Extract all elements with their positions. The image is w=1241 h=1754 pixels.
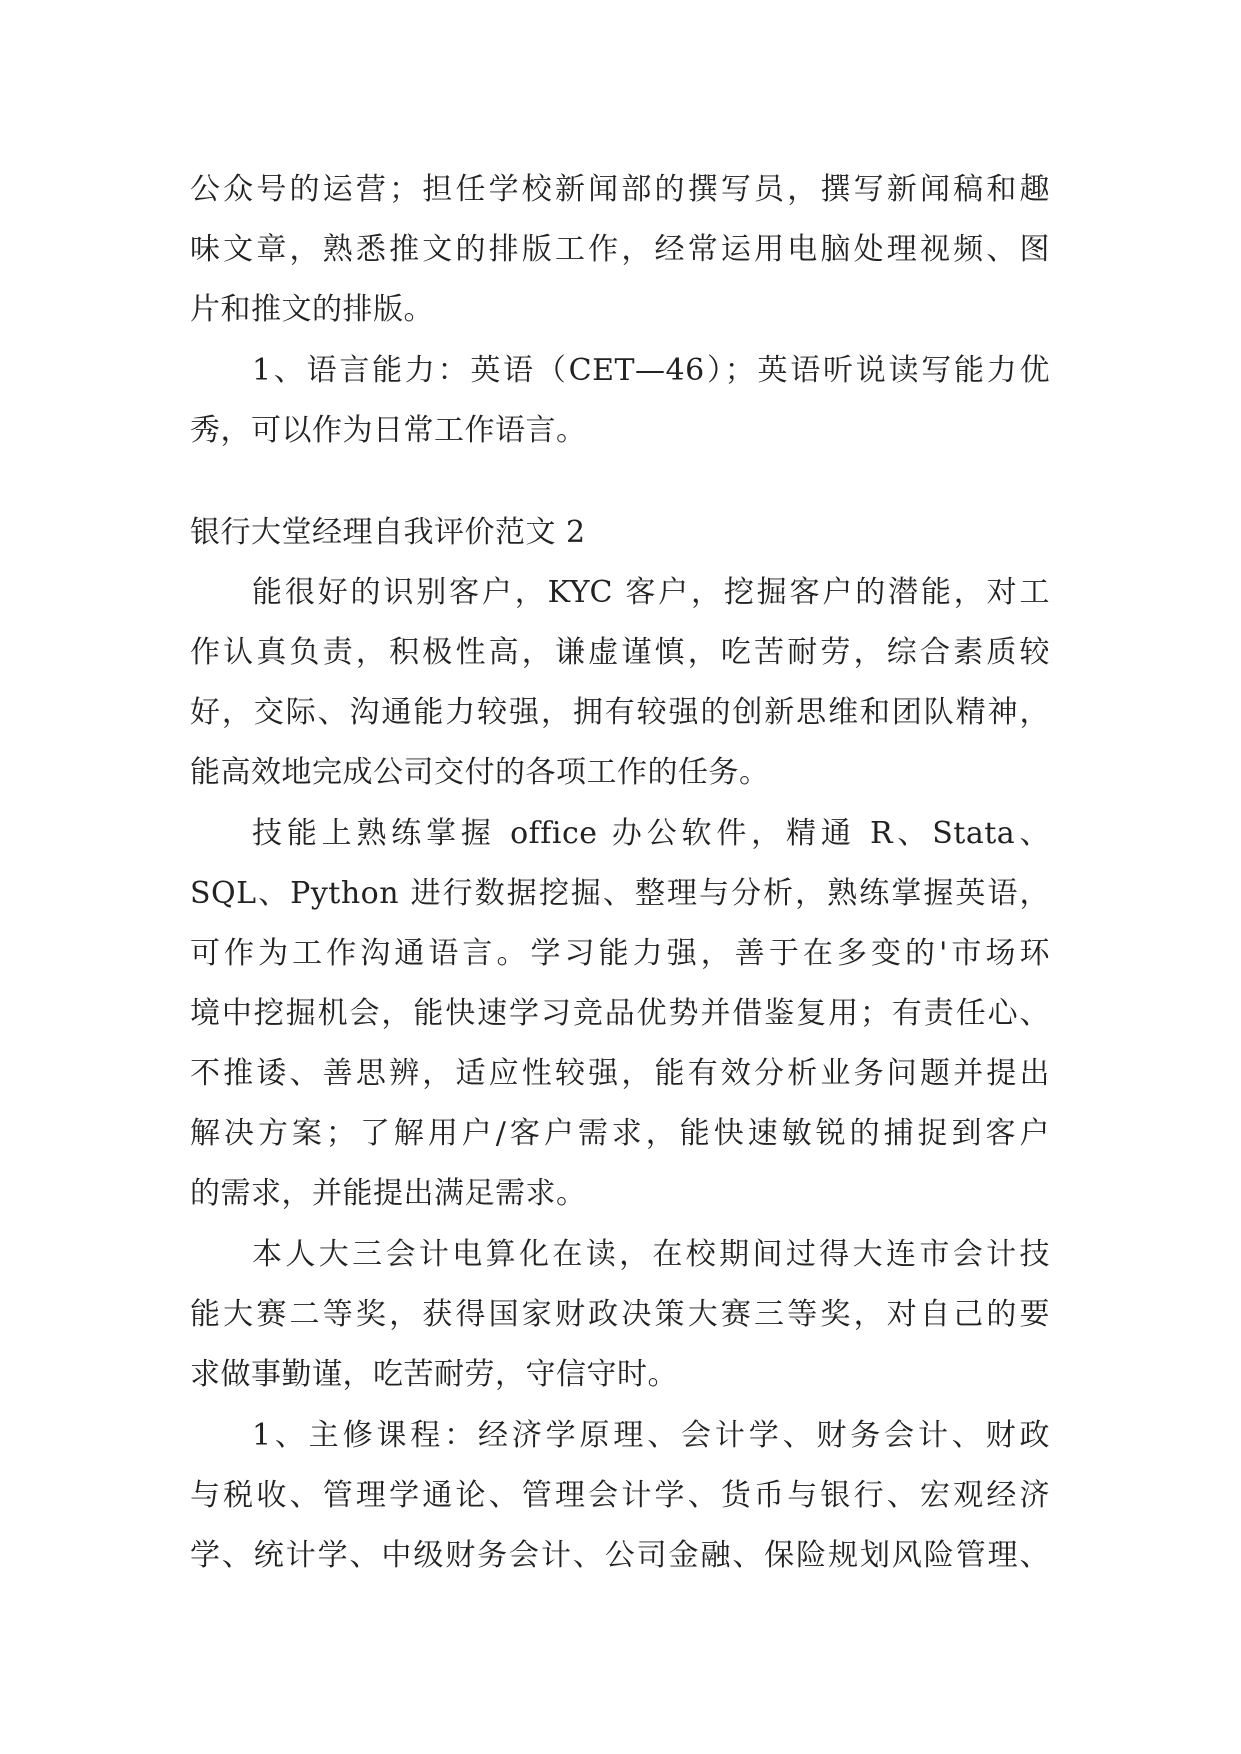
text-line: 解决方案；了解用户/客户需求，能快速敏锐的捕捉到客户 xyxy=(190,1116,1050,1151)
text-line: 片和推文的排版。 xyxy=(190,292,434,327)
text-line: 的需求，并能提出满足需求。 xyxy=(190,1176,587,1211)
text-line: 能高效地完成公司交付的各项工作的任务。 xyxy=(190,755,770,790)
text-line: 公众号的运营；担任学校新闻部的撰写员，撰写新闻稿和趣 xyxy=(190,172,1050,207)
text-line: 味文章，熟悉推文的排版工作，经常运用电脑处理视频、图 xyxy=(190,232,1050,267)
text-line: 能大赛二等奖，获得国家财政决策大赛三等奖，对自己的要 xyxy=(190,1297,1050,1332)
paragraph-start-line: 技能上熟练掌握 office 办公软件，精通 R、Stata、 xyxy=(252,816,1050,851)
text-line: 好，交际、沟通能力较强，拥有较强的创新思维和团队精神， xyxy=(190,695,1050,730)
text-line: 学、统计学、中级财务会计、公司金融、保险规划风险管理、 xyxy=(190,1538,1050,1573)
text-line: 不推诿、善思辨，适应性较强，能有效分析业务问题并提出 xyxy=(190,1056,1050,1091)
paragraph-start-line: 1、主修课程：经济学原理、会计学、财务会计、财政 xyxy=(252,1418,1050,1453)
text-line: 作认真负责，积极性高，谦虚谨慎，吃苦耐劳，综合素质较 xyxy=(190,635,1050,670)
section-heading: 银行大堂经理自我评价范文 2 xyxy=(190,515,586,550)
paragraph-start-line: 能很好的识别客户，KYC 客户，挖掘客户的潜能，对工 xyxy=(252,575,1050,610)
text-line: 可作为工作沟通语言。学习能力强，善于在多变的'市场环 xyxy=(190,936,1050,971)
paragraph-start-line: 1、语言能力：英语（CET—46）；英语听说读写能力优 xyxy=(252,353,1050,388)
text-line: 秀，可以作为日常工作语言。 xyxy=(190,413,587,448)
text-line: 境中挖掘机会，能快速学习竞品优势并借鉴复用；有责任心、 xyxy=(190,996,1050,1031)
text-line: SQL、Python 进行数据挖掘、整理与分析，熟练掌握英语， xyxy=(190,876,1050,911)
text-line: 与税收、管理学通论、管理会计学、货币与银行、宏观经济 xyxy=(190,1478,1050,1513)
paragraph-start-line: 本人大三会计电算化在读，在校期间过得大连市会计技 xyxy=(252,1237,1050,1272)
text-line: 求做事勤谨，吃苦耐劳，守信守时。 xyxy=(190,1357,678,1392)
